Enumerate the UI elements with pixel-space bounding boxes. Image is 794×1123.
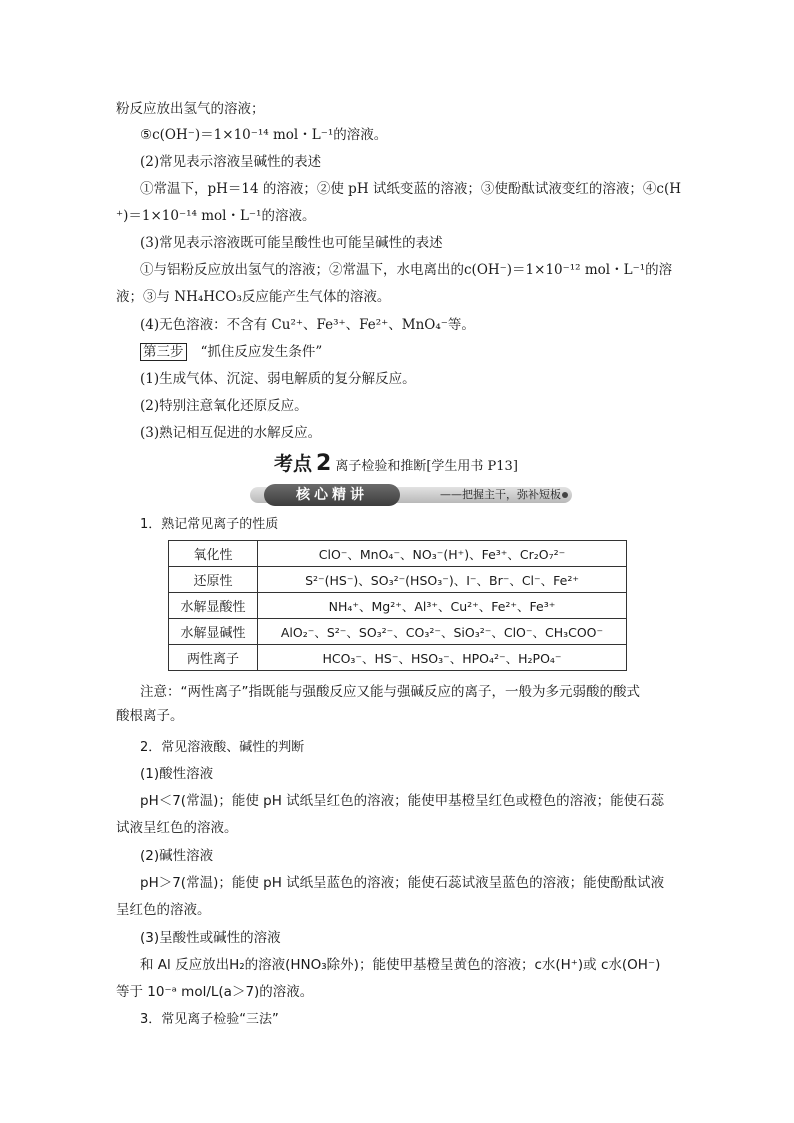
ion-property-table: [168, 540, 627, 671]
text-line: pH＜7(常温)；能使 pH 试纸呈红色的溶液；能使甲基橙呈红色或橙色的溶液；能使石蕊: [140, 793, 665, 809]
text-line: 试液呈红色的溶液。: [116, 820, 238, 836]
table-key: 两性离子: [169, 645, 258, 671]
text-line: 等于 10⁻ᵃ mol/L(a＞7)的溶液。: [116, 984, 314, 1000]
table-key: 氧化性: [169, 541, 258, 567]
table-value: HCO₃⁻、HS⁻、HSO₃⁻、HPO₄²⁻、H₂PO₄⁻: [258, 645, 627, 671]
text-line: (1)生成气体、沉淀、弱电解质的复分解反应。: [140, 371, 416, 387]
text-line: ①与铝粉反应放出氢气的溶液；②常温下，水电离出的c(OH⁻)＝1×10⁻¹² mol・L⁻¹的溶: [140, 262, 673, 278]
core-banner: [250, 484, 572, 506]
table-value: ClO⁻、MnO₄⁻、NO₃⁻(H⁺)、Fe³⁺、Cr₂O₇²⁻: [258, 541, 627, 567]
table-row: [169, 567, 627, 593]
text-line: 液；③与 NH₄HCO₃反应能产生气体的溶液。: [116, 289, 391, 305]
text-line: 粉反应放出氢气的溶液；: [116, 101, 265, 117]
text-line: (2)特别注意氧化还原反应。: [140, 398, 308, 414]
text-line: 呈红色的溶液。: [116, 902, 211, 918]
table-value: NH₄⁺、Mg²⁺、Al³⁺、Cu²⁺、Fe²⁺、Fe³⁺: [258, 593, 627, 619]
heading-2: 2．常见溶液酸、碱性的判断: [140, 740, 305, 755]
step-line: [140, 343, 322, 361]
table-key: 还原性: [169, 567, 258, 593]
heading-1: 1．熟记常见离子的性质: [140, 517, 279, 532]
table-row: [169, 645, 627, 671]
table-value: AlO₂⁻、S²⁻、SO₃²⁻、CO₃²⁻、SiO₃²⁻、ClO⁻、CH₃COO⁻: [258, 619, 627, 645]
step3-text: “抓住反应发生条件”: [200, 344, 323, 360]
bullet-dot-icon: [562, 492, 568, 498]
note-line: 注意：“两性离子”指既能与强酸反应又能与强碱反应的离子，一般为多元弱酸的酸式: [140, 684, 640, 700]
table-key: 水解显碱性: [169, 619, 258, 645]
text-line: ①常温下，pH＝14 的溶液；②使 pH 试纸变蓝的溶液；③使酚酞试液变红的溶液；④c(H: [140, 181, 681, 197]
section-title-number: 2: [316, 451, 332, 476]
step3-label: 第三步: [140, 343, 187, 361]
text-line: pH＞7(常温)；能使 pH 试纸呈蓝色的溶液；能使石蕊试液呈蓝色的溶液；能使酚酞试液: [140, 875, 665, 891]
subheading: (1)酸性溶液: [140, 766, 214, 782]
text-line: (3)熟记相互促进的水解反应。: [140, 425, 322, 441]
text-line: ⑤c(OH⁻)＝1×10⁻¹⁴ mol・L⁻¹的溶液。: [140, 127, 388, 143]
table-row: [169, 619, 627, 645]
note-line: 酸根离子。: [116, 708, 184, 724]
text-line: ⁺)＝1×10⁻¹⁴ mol・L⁻¹的溶液。: [116, 208, 316, 224]
table-key: 水解显酸性: [169, 593, 258, 619]
table-value: S²⁻(HS⁻)、SO₃²⁻(HSO₃⁻)、I⁻、Br⁻、Cl⁻、Fe²⁺: [258, 567, 627, 593]
text-line: 和 Al 反应放出H₂的溶液(HNO₃除外)；能使甲基橙呈黄色的溶液；c水(H⁺)或 c水(OH⁻): [140, 957, 661, 973]
subheading: (2)碱性溶液: [140, 848, 214, 864]
text-line: (4)无色溶液：不含有 Cu²⁺、Fe³⁺、Fe²⁺、MnO₄⁻等。: [140, 317, 475, 333]
subheading: (3)常见表示溶液既可能呈酸性也可能呈碱性的表述: [140, 235, 443, 251]
section-title-prefix: 考点: [274, 453, 313, 475]
banner-label: 核心精讲: [264, 484, 400, 506]
section-title: [274, 449, 518, 476]
heading-3: 3．常见离子检验“三法”: [140, 1012, 279, 1027]
subheading: (2)常见表示溶液呈碱性的表述: [140, 154, 322, 170]
subheading: (3)呈酸性或碱性的溶液: [140, 930, 281, 946]
table-row: [169, 541, 627, 567]
section-title-text: 离子检验和推断[学生用书 P13]: [335, 459, 518, 474]
banner-tag: ——把握主干，弥补短板: [440, 488, 561, 501]
table-row: [169, 593, 627, 619]
